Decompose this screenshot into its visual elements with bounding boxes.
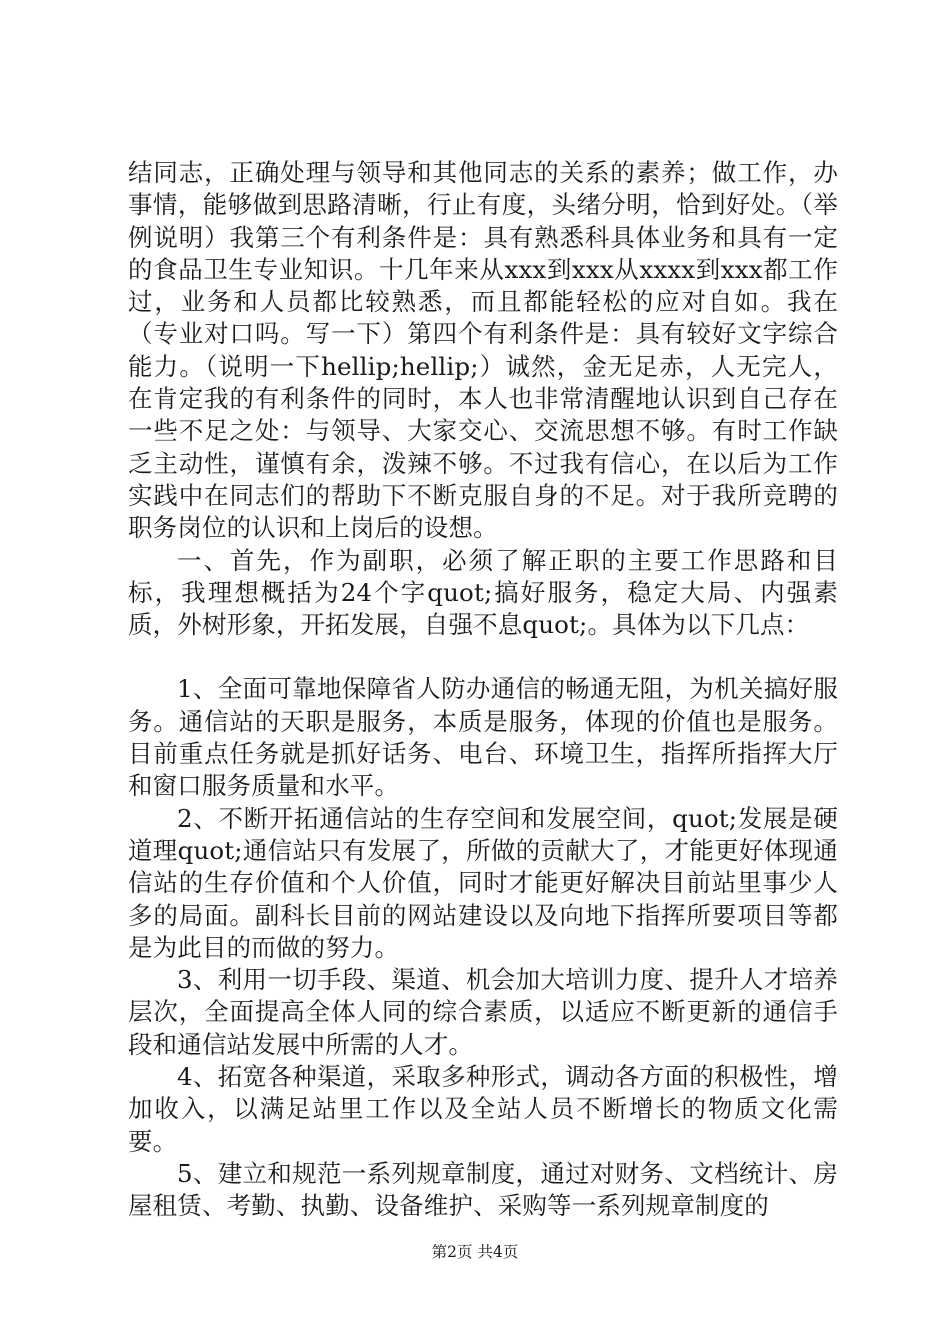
paragraph-section-one: 一、首先，作为副职，必须了解正职的主要工作思路和目标，我理想概括为24个字quot;搞好服务，稳定大局、内强素质，外树形象，开拓发展，自强不息quot;。具体为以下几点： bbox=[128, 545, 838, 640]
page-footer bbox=[0, 1242, 950, 1262]
paragraph-item-1: 1、全面可靠地保障省人防办通信的畅通无阻，为机关搞好服务。通信站的天职是服务，本质是服务，体现的价值也是服务。目前重点任务就是抓好话务、电台、环境卫生，指挥所指挥大厅和窗口服务质量和水平。 bbox=[128, 674, 838, 801]
page-total-label: 共4页 bbox=[477, 1243, 519, 1261]
paragraph-intro: 结同志，正确处理与领导和其他同志的关系的素养；做工作，办事情，能够做到思路清晰，行止有度，头绪分明，恰到好处。（举例说明）我第三个有利条件是：具有熟悉科具体业务和具有一定的食品卫生专业知识。十几年来从xxx到xxx从xxxx到xxx都工作过，业务和人员都比较熟悉，而且都能轻松的应对自如。我在（专业对口吗。写一下）第四个有利条件是：具有较好文字综合能力。（说明一下hellip;hellip;）诚然，金无足赤，人无完人，在肯定我的有利条件的同时，本人也非常清醒地认识到自己存在一些不足之处：与领导、大家交心、交流思想不够。有时工作缺乏主动性，谨慎有余，泼辣不够。不过我有信心，在以后为工作实践中在同志们的帮助下不断克服自身的不足。对于我所竞聘的职务岗位的认识和上岗后的设想。 bbox=[128, 158, 838, 543]
paragraph-spacer bbox=[128, 641, 838, 673]
paragraph-item-4: 4、拓宽各种渠道，采取多种形式，调动各方面的积极性，增加收入，以满足站里工作以及全站人员不断增长的物质文化需要。 bbox=[128, 1062, 838, 1156]
paragraph-item-2: 2、不断开拓通信站的生存空间和发展空间，quot;发展是硬道理quot;通信站只有发展了，所做的贡献大了，才能更好体现通信站的生存价值和个人价值，同时才能更好解决目前站里事少人多的局面。副科长目前的网站建设以及向地下指挥所要项目等都是为此目的而做的努力。 bbox=[128, 803, 838, 962]
paragraph-item-5: 5、建立和规范一系列规章制度，通过对财务、文档统计、房屋租赁、考勤、执勤、设备维护、采购等一系列规章制度的 bbox=[128, 1158, 838, 1221]
page-number-label: 第2页 bbox=[431, 1243, 473, 1261]
paragraph-item-3: 3、利用一切手段、渠道、机会加大培训力度、提升人才培养层次，全面提高全体人同的综合素质，以适应不断更新的通信手段和通信站发展中所需的人才。 bbox=[128, 965, 838, 1059]
document-body bbox=[128, 157, 838, 1223]
